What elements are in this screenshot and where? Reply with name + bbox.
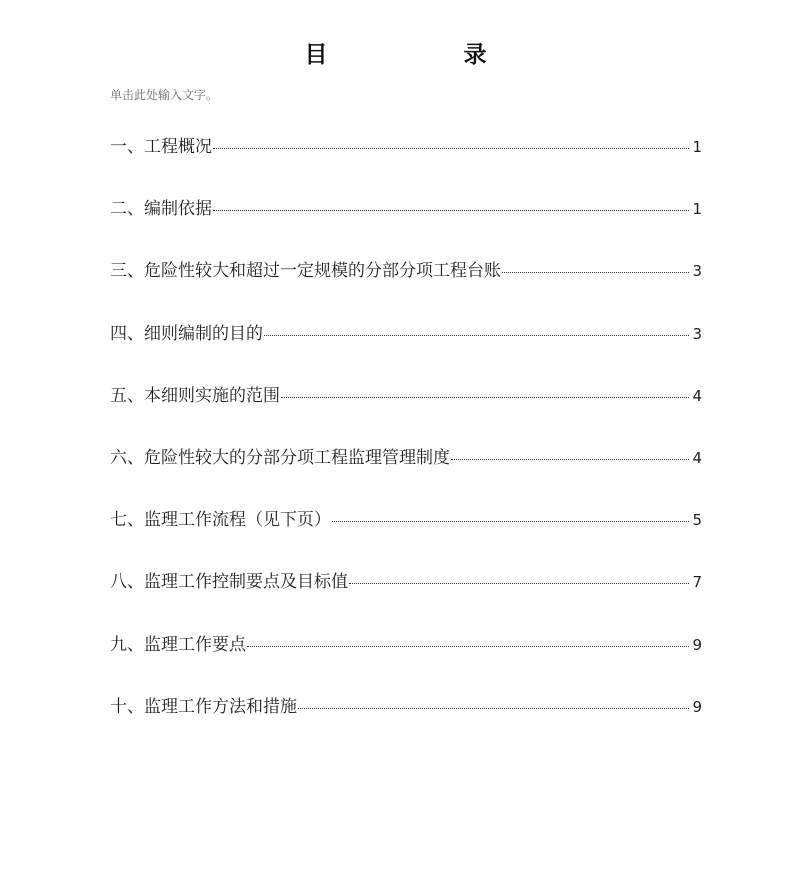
toc-entry[interactable] [110, 381, 702, 443]
toc-dot-leader [281, 397, 689, 398]
toc-dot-leader [332, 521, 689, 522]
toc-entry-page: 3 [692, 324, 702, 343]
toc-dot-leader [213, 210, 689, 211]
toc-entry-label: 一、工程概况 [110, 137, 212, 157]
placeholder-text[interactable]: 单击此处输入文字。 [110, 88, 219, 102]
toc-dot-leader [264, 335, 689, 336]
toc-entry-label: 八、监理工作控制要点及目标值 [110, 572, 348, 593]
toc-entry[interactable] [110, 132, 702, 194]
toc-dot-leader [213, 148, 689, 149]
toc-entry-label: 三、危险性较大和超过一定规模的分部分项工程台账 [110, 261, 501, 282]
toc-entry-label: 七、监理工作流程（见下页） [110, 510, 331, 531]
toc-entry[interactable] [110, 692, 702, 754]
toc-dot-leader [298, 708, 689, 709]
toc-dot-leader [349, 583, 689, 584]
toc-entry[interactable] [110, 319, 702, 381]
toc-entry-label: 十、监理工作方法和措施 [110, 696, 297, 717]
toc-entry[interactable] [110, 505, 702, 567]
toc-dot-leader [451, 459, 689, 460]
toc-entry-label: 九、监理工作要点 [110, 634, 246, 655]
page-title: 目 录 [304, 41, 551, 68]
toc-entry-label: 六、危险性较大的分部分项工程监理管理制度 [110, 447, 450, 468]
toc-entry[interactable] [110, 194, 702, 256]
table-of-contents [110, 132, 702, 754]
toc-entry-page: 9 [692, 635, 702, 654]
toc-entry-page: 1 [692, 200, 702, 219]
toc-entry-label: 四、细则编制的目的 [110, 323, 263, 344]
toc-entry-page: 7 [692, 573, 702, 592]
toc-dot-leader [247, 646, 689, 647]
toc-entry-page: 3 [692, 262, 702, 281]
toc-entry-page: 9 [692, 697, 702, 716]
toc-entry-page: 1 [692, 138, 702, 156]
toc-entry-page: 4 [692, 386, 702, 405]
toc-entry-page: 4 [692, 448, 702, 467]
toc-entry[interactable] [110, 443, 702, 505]
toc-entry-page: 5 [692, 511, 702, 530]
toc-entry[interactable] [110, 630, 702, 692]
toc-dot-leader [502, 272, 689, 273]
toc-entry-label: 五、本细则实施的范围 [110, 385, 280, 406]
toc-entry[interactable] [110, 567, 702, 629]
toc-entry-label: 二、编制依据 [110, 199, 212, 220]
toc-entry[interactable] [110, 256, 702, 318]
